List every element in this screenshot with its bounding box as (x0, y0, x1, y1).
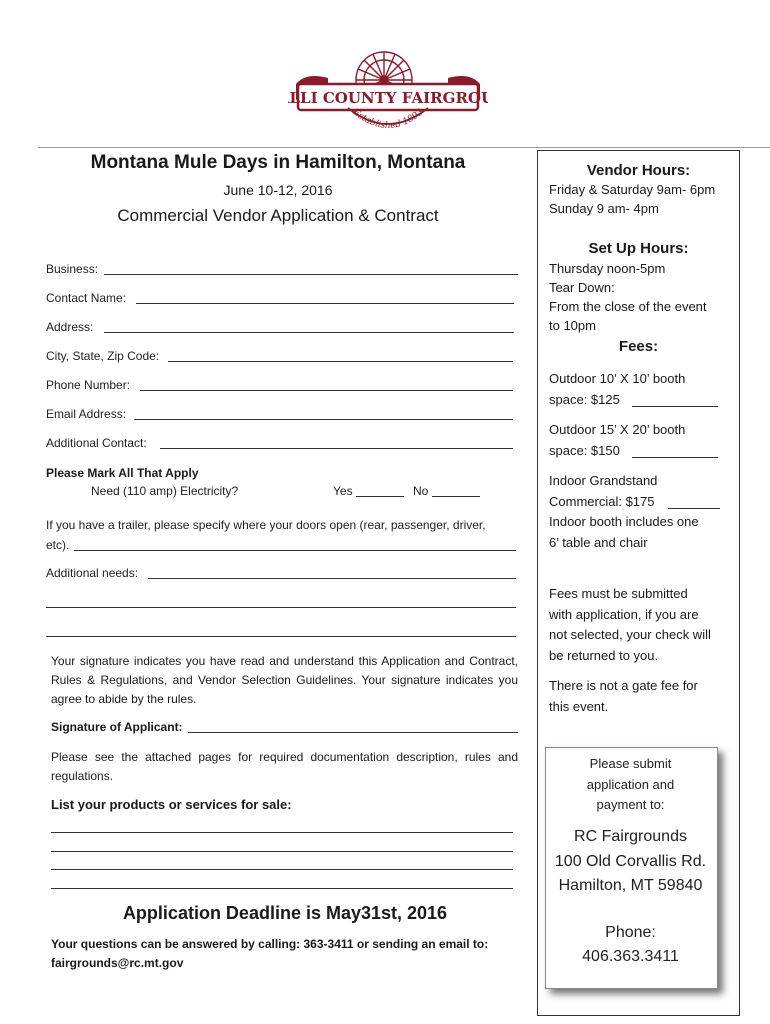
additional-needs-line-2[interactable] (46, 607, 516, 608)
fee-outdoor-10x10-field[interactable] (632, 406, 718, 407)
products-line-1[interactable] (51, 832, 513, 833)
products-line-2[interactable] (51, 851, 513, 852)
electricity-yes-field[interactable] (356, 496, 404, 497)
fees-note-2: with application, if you are (549, 607, 699, 622)
address-label: Address: (46, 320, 94, 334)
additional-contact-label: Additional Contact: (46, 436, 147, 450)
gate-note-2: this event. (549, 699, 609, 714)
business-field[interactable] (104, 274, 518, 275)
city-state-zip-label: City, State, Zip Code: (46, 349, 160, 363)
fee-outdoor-15x20-field[interactable] (632, 457, 718, 458)
additional-needs-field[interactable] (148, 578, 516, 579)
fee-indoor-grandstand: Indoor Grandstand (549, 473, 658, 488)
fee-indoor-includes: Indoor booth includes one (549, 514, 699, 529)
vendor-hours-friday-saturday: Friday & Saturday 9am- 6pm (549, 182, 716, 197)
contact-name-label: Contact Name: (46, 291, 127, 305)
event-dates: June 10-12, 2016 (223, 182, 333, 198)
phone-number-field[interactable] (140, 390, 513, 391)
setup-hours-title: Set Up Hours: (588, 240, 689, 257)
fees-note-4: be returned to you. (549, 648, 659, 663)
teardown-start: From the close of the event (549, 299, 707, 314)
submit-phone-label: Phone: (605, 924, 656, 941)
submit-city: Hamilton, MT 59840 (558, 877, 703, 894)
city-state-zip-field[interactable] (168, 361, 513, 362)
setup-thursday: Thursday noon-5pm (549, 261, 666, 276)
contact-name-field[interactable] (136, 303, 514, 304)
phone-number-label: Phone Number: (46, 378, 131, 392)
fee-indoor-price: Commercial: $175 (549, 494, 655, 509)
email-address-label: Email Address: (46, 407, 127, 421)
electricity-no-label: No (413, 484, 429, 498)
electricity-label: Need (110 amp) Electricity? (91, 484, 239, 498)
products-line-4[interactable] (51, 888, 513, 889)
fee-outdoor-10x10-price: space: $125 (549, 392, 620, 407)
mark-all-heading: Please Mark All That Apply (46, 466, 199, 480)
submit-intro-2: application and (586, 777, 675, 792)
signature-field[interactable] (188, 732, 518, 733)
vendor-hours-title: Vendor Hours: (586, 162, 691, 179)
trailer-etc: etc). (46, 538, 70, 552)
logo-established-text: Established 1893 (350, 107, 426, 132)
signature-notice: Your signature indicates you have read and understand this Application and Contract, Rules & Regulations, and Vendor Selection Guidelines. Your signature indicates you agree to abide by the rules. (51, 654, 518, 706)
trailer-field[interactable] (74, 550, 516, 551)
submit-intro-3: payment to: (596, 797, 665, 812)
fee-outdoor-15x20: Outdoor 15’ X 20’ booth (549, 422, 686, 437)
submit-org-name: RC Fairgrounds (574, 828, 687, 845)
products-line-3[interactable] (51, 869, 513, 870)
application-deadline: Application Deadline is May31st, 2016 (122, 903, 448, 923)
teardown-end: to 10pm (549, 318, 596, 333)
submit-intro-1: Please submit (589, 756, 672, 771)
fee-outdoor-10x10: Outdoor 10’ X 10’ booth (549, 371, 686, 386)
fee-indoor-table: 6’ table and chair (549, 535, 648, 550)
signature-label: Signature of Applicant: (51, 720, 183, 734)
header-divider (38, 147, 770, 148)
address-field[interactable] (104, 332, 514, 333)
business-label: Business: (46, 262, 99, 276)
products-label: List your products or services for sale: (51, 797, 292, 812)
additional-contact-field[interactable] (160, 448, 513, 449)
submit-phone-number: 406.363.3411 (582, 948, 679, 965)
electricity-no-field[interactable] (432, 496, 480, 497)
fees-title: Fees: (618, 338, 659, 355)
additional-needs-line-3[interactable] (46, 636, 516, 637)
page-title: Montana Mule Days in Hamilton, Montana (90, 152, 466, 173)
fee-indoor-field[interactable] (668, 508, 720, 509)
attached-notice: Please see the attached pages for required documentation description, rules and regulations. (51, 750, 518, 783)
fee-outdoor-15x20-price: space: $150 (549, 443, 620, 458)
submit-street: 100 Old Corvallis Rd. (554, 853, 707, 870)
fees-note-1: Fees must be submitted (549, 586, 688, 601)
additional-needs-label: Additional needs: (46, 566, 139, 580)
teardown-label: Tear Down: (549, 280, 615, 295)
fees-note-3: not selected, your check will (549, 627, 711, 642)
logo-name-text: LLI COUNTY FAIRGROU (289, 89, 488, 107)
gate-note-1: There is not a gate fee for (549, 678, 698, 693)
electricity-yes-label: Yes (333, 484, 353, 498)
vendor-hours-sunday: Sunday 9 am- 4pm (549, 201, 659, 216)
email-address-field[interactable] (134, 419, 513, 420)
form-subtitle: Commercial Vendor Application & Contract (117, 206, 439, 225)
fairgrounds-logo (288, 44, 488, 142)
questions-email[interactable]: fairgrounds@rc.mt.gov (51, 956, 184, 970)
trailer-question: If you have a trailer, please specify where your doors open (rear, passenger, driver, (46, 518, 486, 532)
questions-line-1: Your questions can be answered by calling: 363-3411 or sending an email to: (51, 937, 489, 951)
